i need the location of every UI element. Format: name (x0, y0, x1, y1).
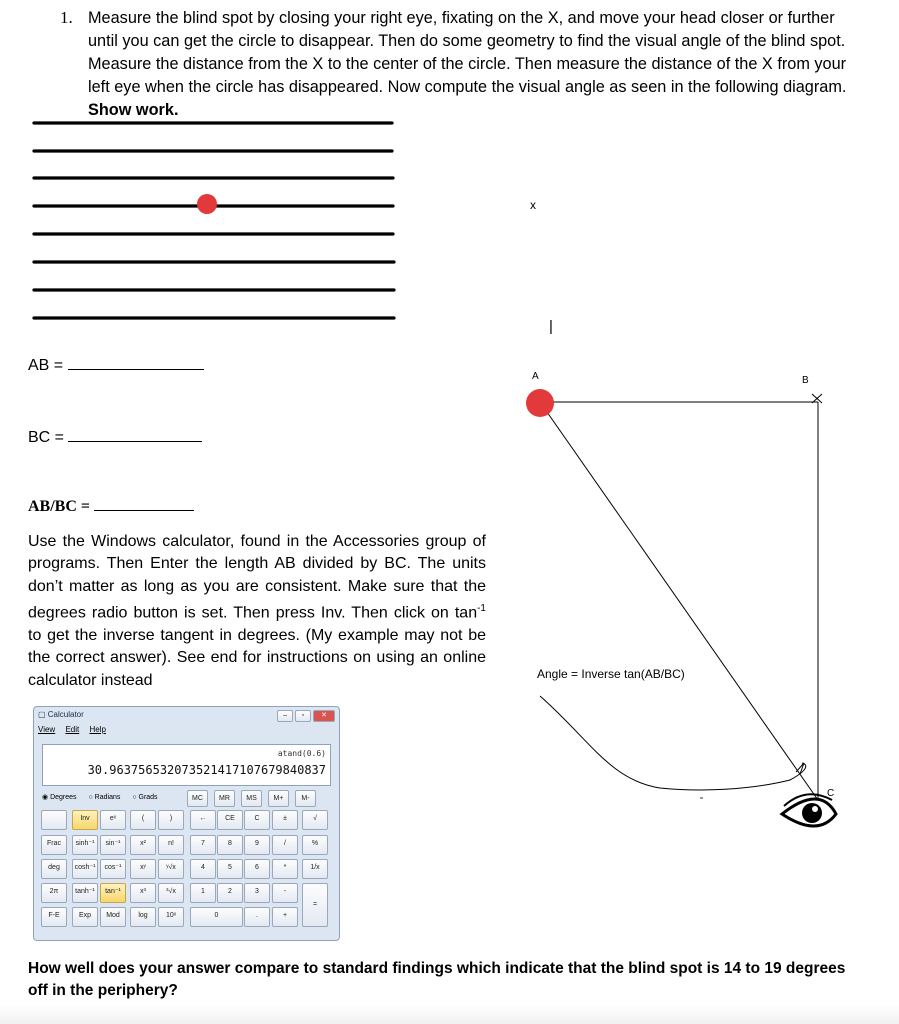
calc-key-0-0[interactable] (41, 810, 67, 830)
eye-icon (782, 794, 836, 826)
calc-key-4-8[interactable]: + (272, 907, 298, 927)
calc-key-4-4[interactable]: 10ˣ (158, 907, 184, 927)
calc-key-1-2[interactable]: sin⁻¹ (100, 835, 126, 855)
label-c: C (827, 788, 835, 799)
calc-key-0-1[interactable]: Inv (72, 810, 98, 830)
calc-key-1-8[interactable]: / (272, 835, 298, 855)
ab-label: AB = (28, 357, 64, 374)
calc-key-3-0[interactable]: 2π (41, 883, 67, 903)
radio-grads-label: Grads (138, 794, 158, 801)
calc-key-3-3[interactable]: x³ (130, 883, 156, 903)
label-b: B (802, 375, 809, 386)
calc-key-3-1[interactable]: tanh⁻¹ (72, 883, 98, 903)
calc-key-4-0[interactable]: F-E (41, 907, 67, 927)
window-controls (277, 710, 335, 722)
calc-key-3-6[interactable]: 2 (217, 883, 243, 903)
windows-calculator (33, 706, 340, 941)
bc-field (28, 427, 202, 447)
maximize-button[interactable]: ▫ (295, 710, 311, 722)
radio-degrees-label: Degrees (50, 794, 77, 801)
calc-key-1-4[interactable]: n! (158, 835, 184, 855)
calc-key-2-5[interactable]: 4 (190, 859, 216, 879)
calc-key-1-0[interactable]: Frac (41, 835, 67, 855)
calc-key-3-5[interactable]: 1 (190, 883, 216, 903)
bc-label: BC = (28, 429, 65, 446)
calc-key-0-7[interactable]: C (244, 810, 270, 830)
blind-spot-test-figure (0, 110, 899, 340)
menu-view[interactable]: View (38, 725, 56, 734)
fixation-x: x (530, 198, 536, 212)
line-ac (540, 402, 818, 800)
ab-answer-blank[interactable] (68, 355, 204, 370)
arrow-head (796, 763, 804, 774)
calc-key-3-4[interactable]: ³√x (158, 883, 184, 903)
key-mr[interactable]: MR (214, 790, 235, 807)
key-m-plus[interactable]: M+ (268, 790, 289, 807)
ratio-answer-blank[interactable] (94, 496, 194, 511)
calculator-display (42, 744, 331, 786)
angle-caption: Angle = Inverse tan(AB/BC) (537, 667, 685, 681)
inverse-superscript: -1 (477, 603, 486, 615)
calc-key-1-5[interactable]: 7 (190, 835, 216, 855)
angle-mode-group (42, 793, 168, 801)
calculator-expression: atand(0.6) (277, 749, 326, 758)
calculator-menu (38, 725, 114, 734)
calc-key-0-3[interactable]: ( (130, 810, 156, 830)
minimize-button[interactable]: – (277, 710, 293, 722)
calc-key-0-2[interactable]: eˣ (100, 810, 126, 830)
calc-key-2-9[interactable]: 1/x (302, 859, 328, 879)
comparison-question: How well does your answer compare to standard findings which indicate that the blind spot is 14 to 19 degrees off in the periphery? (28, 960, 846, 999)
close-button[interactable]: ✕ (313, 710, 335, 722)
calc-key-4-3[interactable]: log (130, 907, 156, 927)
key-mc[interactable]: MC (187, 790, 208, 807)
geometry-diagram (500, 360, 899, 840)
radio-radians[interactable]: ○ Radians (88, 794, 121, 801)
ratio-label: AB/BC = (28, 498, 91, 515)
calc-key-4-2[interactable]: Mod (100, 907, 126, 927)
calc-key-2-1[interactable]: cosh⁻¹ (72, 859, 98, 879)
calc-key-1-7[interactable]: 9 (244, 835, 270, 855)
page-bottom-shadow (0, 1004, 899, 1024)
diagram-dot-a (526, 389, 554, 417)
calc-key-2-0[interactable]: deg (41, 859, 67, 879)
calc-key-1-6[interactable]: 8 (217, 835, 243, 855)
calculator-instructions (28, 531, 486, 692)
calc-key-1-9[interactable]: % (302, 835, 328, 855)
key-m-minus[interactable]: M- (295, 790, 316, 807)
question-body: Measure the blind spot by closing your right eye, fixating on the X, and move your head closer or further until you can get the circle to disappear. Then do some geometry to find the visual angle of the blind spot. Measure the distance from the X to the center of the circle. Then measure the distance of the X from your left eye when the circle has disappeared. Now compute the visual angle as seen in the following diagram. (88, 9, 847, 96)
calc-key-3-2[interactable]: tan⁻¹ (100, 883, 126, 903)
calc-key-0-6[interactable]: CE (217, 810, 243, 830)
question-text (88, 7, 858, 122)
calc-key-2-6[interactable]: 5 (217, 859, 243, 879)
radio-radians-label: Radians (94, 794, 121, 801)
calc-key-2-7[interactable]: 6 (244, 859, 270, 879)
menu-help[interactable]: Help (89, 725, 106, 734)
calc-key-2-2[interactable]: cos⁻¹ (100, 859, 126, 879)
radio-degrees[interactable]: ◉ Degrees (42, 794, 77, 801)
key-ms[interactable]: MS (241, 790, 262, 807)
calculator-title-text: Calculator (47, 710, 84, 719)
text-cursor: | (549, 318, 553, 335)
instructions-part-1: Use the Windows calculator, found in the Accessories group of programs. Then Enter the length AB divided by BC. The units don’t matter as long as you are consistent. Make sure that the degrees radio button is set. Then press Inv. Then click on tan (28, 533, 486, 622)
calculator-result: 30.963756532073521417107679840837 (87, 763, 326, 777)
calc-key-3-8[interactable]: - (272, 883, 298, 903)
calc-key-2-3[interactable]: xʸ (130, 859, 156, 879)
calc-key-0-9[interactable]: √ (302, 810, 328, 830)
calculator-title: ▢ Calculator (38, 710, 84, 719)
calc-key-0-5[interactable]: ← (190, 810, 216, 830)
calc-key-0-8[interactable]: ± (272, 810, 298, 830)
calc-key-3-7[interactable]: 3 (244, 883, 270, 903)
calc-key-1-1[interactable]: sinh⁻¹ (72, 835, 98, 855)
question-number: 1. (60, 8, 73, 27)
label-a: A (532, 371, 539, 382)
horizontal-lines (34, 123, 394, 318)
calc-key-1-3[interactable]: x² (130, 835, 156, 855)
menu-edit[interactable]: Edit (65, 725, 80, 734)
ratio-field (28, 496, 194, 516)
calc-key-0-4[interactable]: ) (158, 810, 184, 830)
angle-pointer-arrow (540, 696, 806, 790)
calc-key-4-7[interactable]: . (244, 907, 270, 927)
radio-grads[interactable]: ○ Grads (132, 794, 158, 801)
instructions-part-2: to get the inverse tangent in degrees. (My example may not be the correct answer). See end for instructions on using an online calculator instead (28, 626, 486, 689)
red-test-dot (197, 194, 217, 214)
calc-key-3-9[interactable]: = (302, 883, 328, 927)
ab-field (28, 355, 204, 375)
calc-key-2-8[interactable]: * (272, 859, 298, 879)
calc-key-2-4[interactable]: ʸ√x (158, 859, 184, 879)
show-work-emphasis: Show work. (88, 101, 179, 119)
calc-key-4-1[interactable]: Exp (72, 907, 98, 927)
calc-key-4-5[interactable]: 0 (190, 907, 243, 927)
bc-answer-blank[interactable] (68, 427, 202, 442)
